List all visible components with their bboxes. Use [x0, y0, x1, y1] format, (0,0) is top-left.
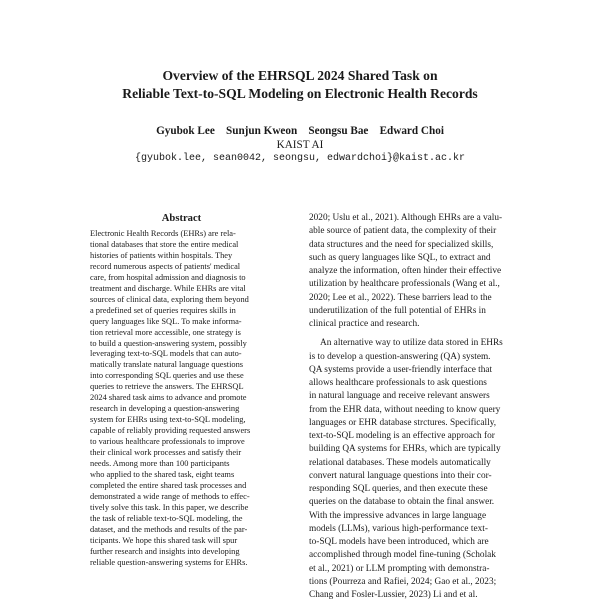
body-line: data structures and the need for specialized skills, [309, 239, 494, 250]
body-line: able source of patient data, the complexity of their [309, 226, 497, 237]
abstract-line: record numerous aspects of patients' medical [90, 261, 241, 271]
abstract-line: dataset, and the methods and results of the par- [90, 524, 248, 534]
body-line: analyze the information, often hinder their effective [309, 266, 502, 276]
body-line: QA systems provide a user-friendly interface that [309, 364, 493, 375]
body-line: models (LLMs), various high-performance text- [309, 523, 488, 534]
body-line: is to develop a question-answering (QA) system. [309, 351, 491, 362]
affiliation: KAIST AI [276, 139, 324, 151]
body-line: responding SQL queries, and then execute these [309, 484, 488, 494]
author-name: Edward Choi [379, 125, 444, 137]
author-list [60, 124, 540, 138]
abstract-line: ticipants. We hope this shared task will spur [90, 535, 238, 545]
body-line: languages or EHR database strctures. Specifically, [309, 417, 497, 428]
abstract-line: completed the entire shared task processes and [90, 480, 247, 490]
abstract-line: Electronic Health Records (EHRs) are rela- [90, 229, 236, 238]
body-line: clinical practice and research. [309, 319, 420, 329]
abstract-line: matically translate natural language questions [90, 360, 244, 370]
abstract-line: treatment and discharge. While EHRs are vital [90, 283, 246, 293]
abstract-line: needs. Among more than 100 participants [90, 459, 230, 469]
abstract-line: leveraging text-to-SQL models that can auto- [90, 349, 242, 359]
body-line: Chang and Fosler-Lussier, 2023) Li and et al. [309, 590, 478, 600]
abstract-line: a predefined set of queries requires skills in [90, 305, 236, 315]
abstract-line: demonstrated a wide range of methods to effec- [90, 491, 250, 501]
body-line: building QA systems for EHRs, which are typically [309, 444, 501, 455]
body-line: relational databases. These models automatically [309, 457, 491, 468]
author-emails: {gyubok.lee, sean0042, seongsu, edwardchoi}@kaist.ac.kr [134, 153, 466, 164]
body-line: accomplished through model fine-tuning (Scholak [309, 550, 496, 561]
abstract-line: capable of reliably providing requested answers [90, 426, 251, 436]
body-line: convert natural language questions into their cor- [309, 470, 492, 481]
body-line: utilization by healthcare professionals (Wang et al., [309, 279, 500, 290]
body-line: queries on the database to obtain the final answer. [309, 497, 495, 508]
abstract-line: the task of reliable text-to-SQL modeling, the [90, 513, 243, 523]
author-name: Sunjun Kweon [226, 125, 298, 137]
abstract-line: to various healthcare professionals to improve [90, 437, 245, 447]
paper-title [60, 67, 540, 103]
intro-column [309, 212, 533, 602]
body-line: With the impressive advances in large language [309, 510, 487, 521]
author-name: Gyubok Lee [156, 125, 215, 137]
abstract-line: further research and insights into developing [90, 546, 240, 556]
abstract-line: histories of patients within hospitals. They [90, 250, 233, 260]
abstract-line: query languages like SQL. To make informa- [90, 316, 242, 326]
body-line: in natural language and receive relevant answers [309, 391, 490, 402]
abstract-line: system for EHRs using text-to-SQL modeling, [90, 415, 246, 425]
body-line: underutilization of the full potential of EHRs in [309, 305, 486, 316]
abstract-line: into corresponding SQL queries and use these [90, 371, 244, 381]
abstract-line: sources of clinical data, exploring them beyond [90, 294, 249, 304]
abstract-body [90, 229, 286, 569]
body-line: allows healthcare professionals to ask questions [309, 378, 487, 388]
body-line: tions (Pourreza and Rafiei, 2024; Gao et al., 2023; [309, 576, 497, 587]
abstract-line: care, from hospital admission and diagnosis to [90, 272, 246, 282]
title-line-1: Overview of the EHRSQL 2024 Shared Task on [162, 68, 438, 83]
abstract-line: research in developing a question-answering [90, 404, 240, 414]
body-line: et al., 2021) or LLM prompting with demonstra- [309, 563, 490, 574]
body-line: 2020; Lee et al., 2022). These barriers lead to the [309, 292, 492, 303]
body-line: such as query languages like SQL, to extract and [309, 252, 491, 263]
author-name: Seongsu Bae [308, 125, 369, 137]
abstract-line: queries to retrieve the answers. The EHRSQL [90, 382, 244, 392]
abstract-line: reliable question-answering systems for EHRs. [90, 557, 248, 567]
intro-paragraph-1 [309, 212, 533, 331]
abstract-line: to build a question-answering system, possibly [90, 338, 247, 348]
body-line: An alternative way to utilize data stored in EHRs [320, 338, 503, 349]
abstract-line: tively solve this task. In this paper, we describe [90, 502, 249, 512]
abstract-line: tion retrieval more accessible, one strategy is [90, 327, 241, 337]
abstract-line: who applied to the shared task, eight teams [90, 469, 235, 479]
body-line: text-to-SQL modeling is an effective approach for [309, 431, 495, 441]
title-line-2: Reliable Text-to-SQL Modeling on Electronic Health Records [122, 86, 478, 101]
abstract-line: their clinical work processes and satisfy their [90, 448, 242, 458]
body-line: from the EHR data, without needing to know query [309, 404, 501, 415]
abstract-heading: Abstract [161, 213, 202, 224]
abstract-line: tional databases that store the entire medical [90, 239, 239, 249]
body-line: to-SQL models have been introduced, which are [309, 537, 489, 547]
abstract-line: 2024 shared task aims to advance and promote [90, 393, 247, 403]
intro-paragraph-2 [309, 337, 533, 602]
body-line: 2020; Uslu et al., 2021). Although EHRs are a valu- [309, 213, 503, 223]
